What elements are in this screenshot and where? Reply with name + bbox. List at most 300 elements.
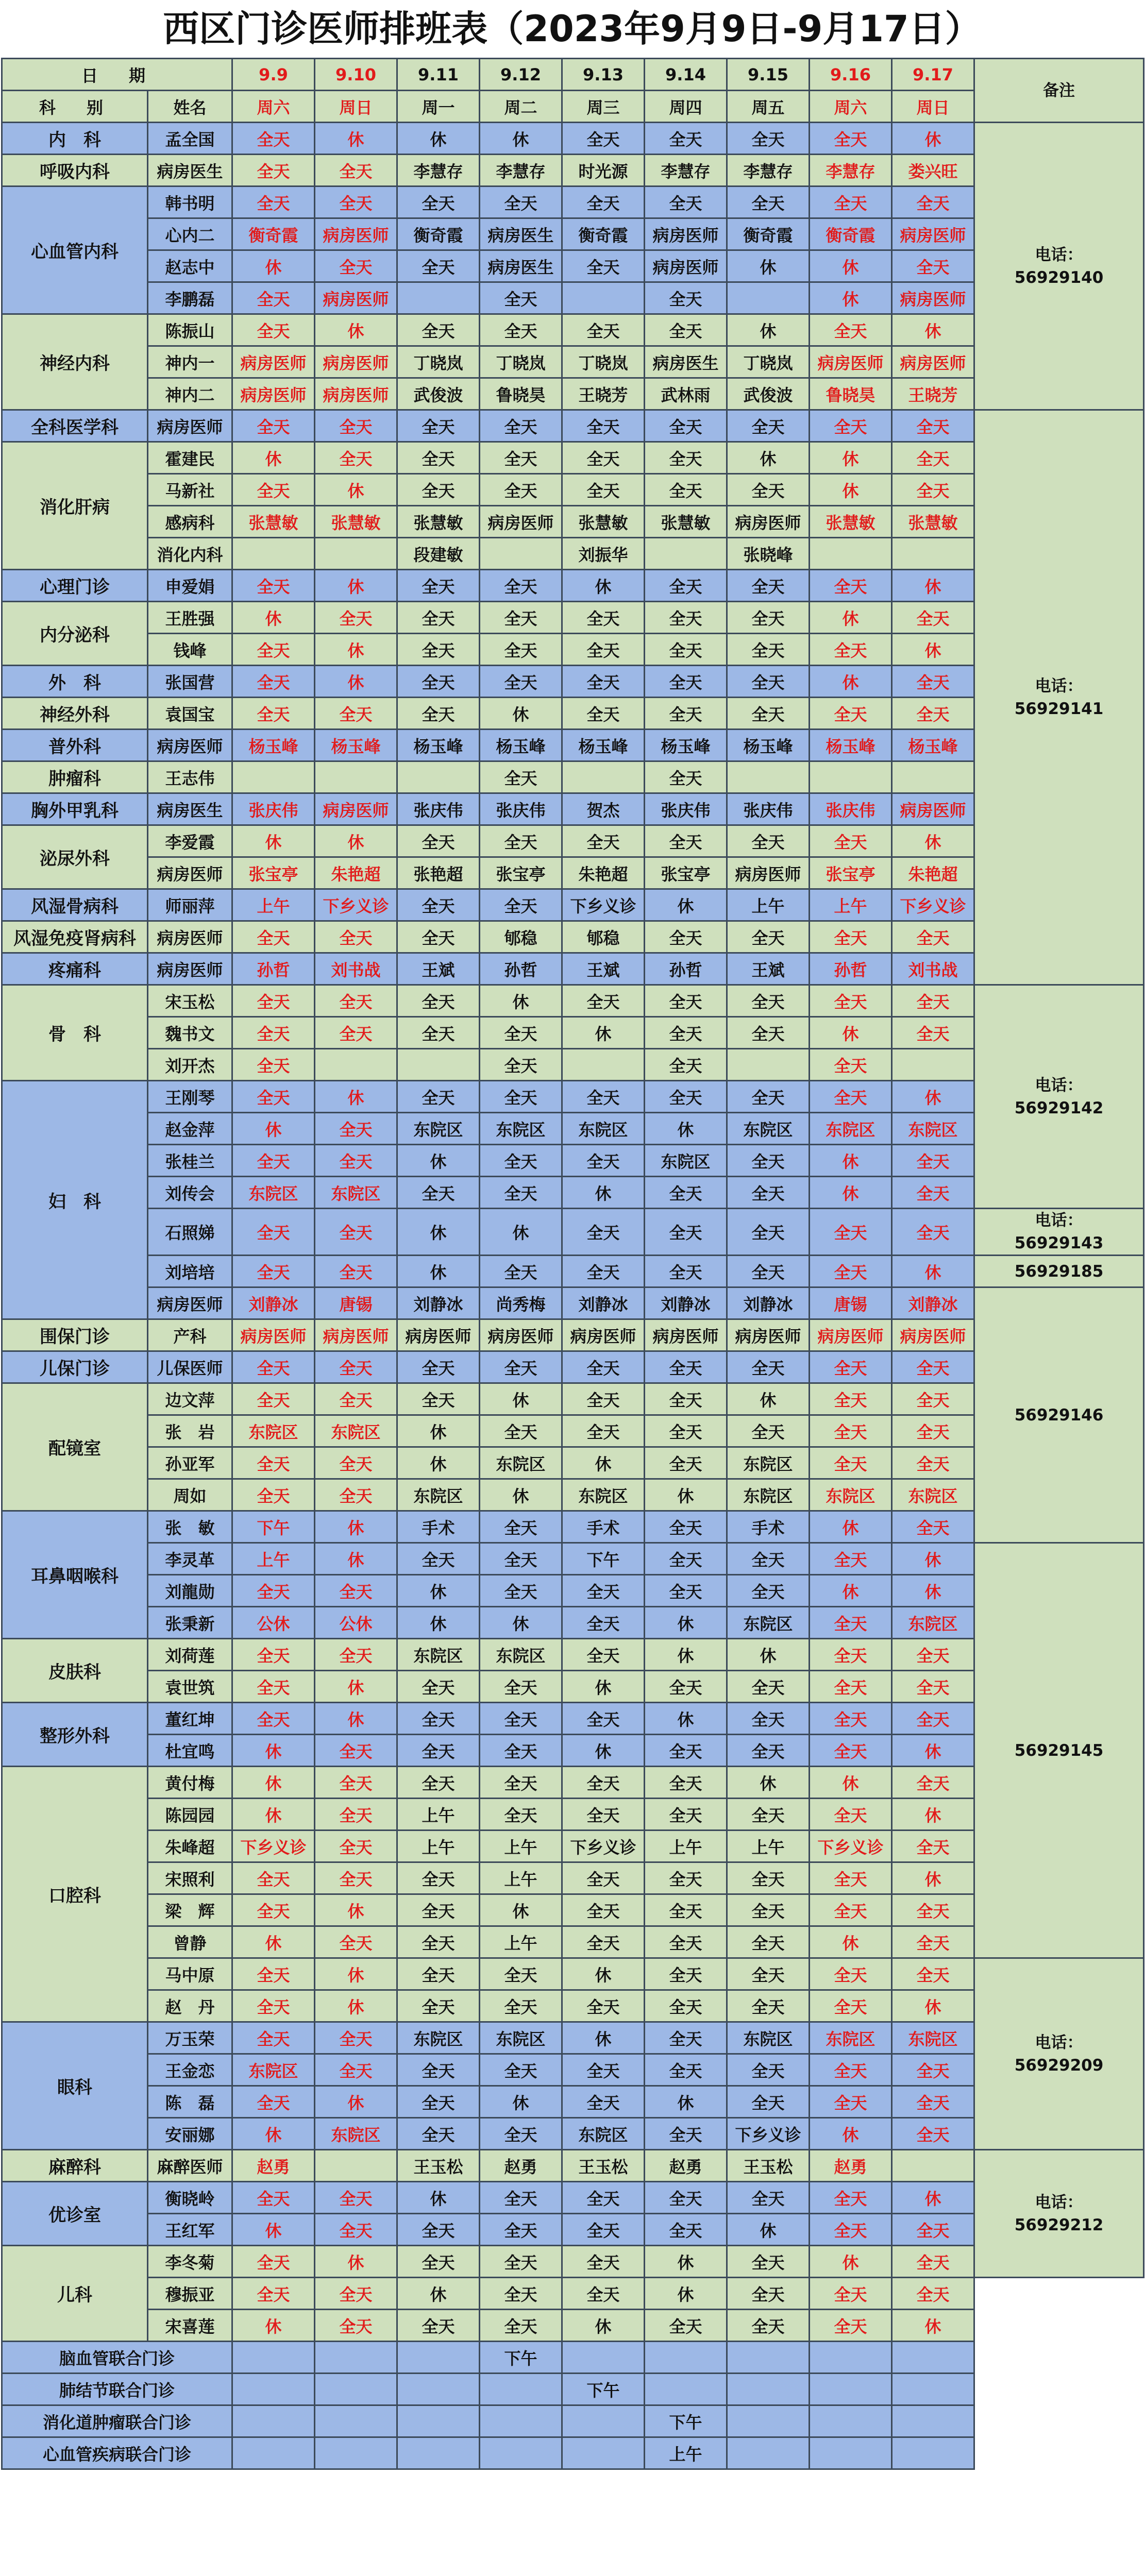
doctor-name: 刘荷莲 [148, 1639, 232, 1671]
schedule-cell: 全天 [562, 1639, 645, 1671]
doctor-name: 黄付梅 [148, 1767, 232, 1799]
schedule-cell: 休 [727, 314, 810, 346]
schedule-cell: 贺杰 [562, 793, 645, 825]
schedule-cell [727, 761, 810, 793]
schedule-cell: 东院区 [727, 1113, 810, 1145]
table-row [2, 1799, 1144, 1831]
schedule-cell: 休 [645, 1479, 727, 1511]
schedule-cell: 全天 [562, 1351, 645, 1383]
schedule-cell: 全天 [892, 1177, 974, 1209]
phone-number: 56929185 [1014, 1262, 1104, 1281]
schedule-cell: 下乡义诊 [727, 2118, 810, 2150]
schedule-cell: 全天 [645, 474, 727, 506]
schedule-cell: 李慧存 [480, 155, 562, 187]
schedule-cell: 全天 [397, 1177, 480, 1209]
dept-cell: 内分泌科 [2, 602, 148, 666]
schedule-cell: 全天 [315, 1735, 397, 1767]
schedule-cell: 全天 [727, 1926, 810, 1958]
schedule-cell: 休 [315, 634, 397, 666]
schedule-cell: 王晓芳 [562, 378, 645, 410]
schedule-cell: 全天 [315, 1862, 397, 1894]
schedule-cell: 病房医师 [892, 1319, 974, 1351]
schedule-cell: 东院区 [480, 1113, 562, 1145]
schedule-cell: 全天 [232, 1671, 315, 1703]
schedule-cell: 休 [810, 1575, 892, 1607]
schedule-cell: 全天 [232, 2086, 315, 2118]
schedule-cell: 全天 [232, 1351, 315, 1383]
schedule-cell: 全天 [480, 1543, 562, 1575]
schedule-cell: 尚秀梅 [480, 1287, 562, 1319]
schedule-cell: 全天 [727, 1351, 810, 1383]
schedule-cell [232, 2405, 315, 2437]
schedule-cell: 丁晓岚 [727, 346, 810, 378]
doctor-name: 神内一 [148, 346, 232, 378]
schedule-cell: 全天 [315, 2182, 397, 2214]
schedule-cell: 全天 [727, 1703, 810, 1735]
schedule-cell: 全天 [315, 2054, 397, 2086]
schedule-cell: 全天 [480, 474, 562, 506]
schedule-cell: 全天 [480, 187, 562, 218]
schedule-cell: 全天 [232, 1990, 315, 2022]
schedule-cell: 全天 [480, 634, 562, 666]
schedule-cell: 孙哲 [645, 953, 727, 985]
schedule-cell [562, 1049, 645, 1081]
schedule-cell: 休 [232, 1926, 315, 1958]
schedule-cell: 全天 [480, 1671, 562, 1703]
schedule-cell: 上午 [397, 1831, 480, 1862]
schedule-cell: 全天 [397, 187, 480, 218]
schedule-cell: 全天 [562, 1703, 645, 1735]
joint-clinic-time: 下午 [480, 2342, 562, 2374]
dept-cell: 儿保门诊 [2, 1351, 148, 1383]
schedule-cell: 上午 [480, 1862, 562, 1894]
schedule-cell: 休 [480, 1383, 562, 1415]
schedule-cell: 病房医师 [727, 506, 810, 538]
schedule-cell: 休 [810, 250, 892, 282]
schedule-cell [810, 2374, 892, 2405]
schedule-cell: 全天 [727, 1415, 810, 1447]
schedule-cell: 张慧敏 [397, 506, 480, 538]
schedule-cell: 全天 [727, 2182, 810, 2214]
schedule-cell: 全天 [562, 1862, 645, 1894]
schedule-cell: 全天 [397, 1017, 480, 1049]
weekday-cell: 周四 [645, 91, 727, 123]
schedule-cell: 病房医师 [810, 1319, 892, 1351]
schedule-cell: 全天 [480, 2310, 562, 2342]
schedule-cell: 全天 [892, 1894, 974, 1926]
dept-label: 科 别 [2, 91, 148, 123]
doctor-name: 马新社 [148, 474, 232, 506]
phone-note [974, 1958, 1144, 2150]
schedule-cell: 刘静冰 [232, 1287, 315, 1319]
schedule-cell: 全天 [397, 1671, 480, 1703]
schedule-cell: 全天 [562, 825, 645, 857]
schedule-cell: 休 [810, 1145, 892, 1177]
schedule-cell: 全天 [810, 1447, 892, 1479]
schedule-cell: 全天 [892, 1415, 974, 1447]
schedule-cell: 全天 [232, 634, 315, 666]
dept-cell: 妇 科 [2, 1081, 148, 1319]
schedule-cell [562, 761, 645, 793]
schedule-cell: 全天 [810, 1543, 892, 1575]
schedule-cell: 休 [810, 474, 892, 506]
dept-cell: 儿科 [2, 2246, 148, 2342]
schedule-cell: 休 [397, 1209, 480, 1256]
schedule-cell: 衡奇霞 [232, 218, 315, 250]
schedule-cell: 全天 [315, 1256, 397, 1287]
schedule-cell: 休 [480, 123, 562, 155]
schedule-cell: 休 [810, 442, 892, 474]
doctor-name: 钱峰 [148, 634, 232, 666]
phone-note [974, 1209, 1144, 1256]
schedule-cell: 赵勇 [232, 2150, 315, 2182]
schedule-cell: 刘静冰 [892, 1287, 974, 1319]
doctor-name: 宋喜莲 [148, 2310, 232, 2342]
schedule-cell: 全天 [892, 410, 974, 442]
date-cell: 9.14 [645, 59, 727, 91]
schedule-cell [727, 2342, 810, 2374]
schedule-cell: 全天 [397, 474, 480, 506]
table-row [2, 1287, 1144, 1319]
schedule-cell: 张庆伟 [232, 793, 315, 825]
dept-cell: 泌尿外科 [2, 825, 148, 889]
schedule-cell: 郇稳 [480, 921, 562, 953]
schedule-cell: 休 [810, 1177, 892, 1209]
dept-cell: 神经内科 [2, 314, 148, 410]
schedule-cell: 休 [810, 1926, 892, 1958]
schedule-cell: 全天 [645, 666, 727, 698]
schedule-cell: 衡奇霞 [397, 218, 480, 250]
doctor-name: 王金恋 [148, 2054, 232, 2086]
schedule-cell: 全天 [727, 570, 810, 602]
schedule-cell: 全天 [892, 442, 974, 474]
schedule-cell: 全天 [645, 698, 727, 730]
dept-cell: 风湿骨病科 [2, 889, 148, 921]
joint-clinic-label: 心血管疾病联合门诊 [2, 2437, 232, 2469]
schedule-cell: 王玉松 [727, 2150, 810, 2182]
table-row [2, 889, 1144, 921]
schedule-cell: 休 [315, 666, 397, 698]
doctor-name: 病房医师 [148, 730, 232, 761]
table-row [2, 921, 1144, 953]
name-label: 姓名 [148, 91, 232, 123]
schedule-cell: 休 [232, 2310, 315, 2342]
schedule-cell: 休 [892, 1990, 974, 2022]
schedule-cell: 全天 [727, 1894, 810, 1926]
schedule-cell: 张慧敏 [315, 506, 397, 538]
schedule-cell: 上午 [232, 1543, 315, 1575]
schedule-cell: 全天 [315, 1447, 397, 1479]
table-row [2, 1575, 1144, 1607]
schedule-cell: 全天 [892, 921, 974, 953]
phone-number: 56929141 [1014, 699, 1104, 718]
schedule-cell: 张庆伟 [480, 793, 562, 825]
schedule-cell: 张庆伟 [397, 793, 480, 825]
schedule-cell: 全天 [892, 250, 974, 282]
schedule-cell: 全天 [315, 2310, 397, 2342]
schedule-cell: 休 [645, 1607, 727, 1639]
schedule-cell: 杨玉峰 [397, 730, 480, 761]
schedule-cell [397, 761, 480, 793]
table-row [2, 1351, 1144, 1383]
schedule-cell: 病房医师 [315, 282, 397, 314]
schedule-cell: 全天 [397, 1703, 480, 1735]
schedule-cell: 全天 [810, 1639, 892, 1671]
doctor-name: 赵志中 [148, 250, 232, 282]
schedule-cell: 休 [562, 1958, 645, 1990]
schedule-cell: 全天 [315, 1575, 397, 1607]
dept-cell: 胸外甲乳科 [2, 793, 148, 825]
doctor-name: 衡晓岭 [148, 2182, 232, 2214]
schedule-cell: 全天 [727, 825, 810, 857]
schedule-cell: 休 [315, 1081, 397, 1113]
schedule-cell: 全天 [645, 1017, 727, 1049]
doctor-name: 麻醉医师 [148, 2150, 232, 2182]
doctor-name: 李鹏磊 [148, 282, 232, 314]
table-row [2, 666, 1144, 698]
schedule-cell: 休 [645, 1639, 727, 1671]
schedule-cell: 张慧敏 [645, 506, 727, 538]
table-row [2, 187, 1144, 218]
schedule-cell: 东院区 [645, 1145, 727, 1177]
doctor-name: 周如 [148, 1479, 232, 1511]
schedule-cell: 杨玉峰 [727, 730, 810, 761]
schedule-cell: 休 [892, 1862, 974, 1894]
schedule-cell: 全天 [315, 1351, 397, 1383]
schedule-cell: 全天 [727, 1017, 810, 1049]
schedule-cell: 全天 [232, 1862, 315, 1894]
schedule-cell: 张庆伟 [810, 793, 892, 825]
schedule-cell: 休 [315, 1671, 397, 1703]
schedule-cell: 全天 [315, 1383, 397, 1415]
schedule-cell: 全天 [727, 2086, 810, 2118]
schedule-cell: 王斌 [562, 953, 645, 985]
phone-number: 56929143 [1014, 1234, 1104, 1252]
phone-prefix: 电话： [1035, 2193, 1083, 2212]
schedule-cell: 休 [810, 1017, 892, 1049]
schedule-cell: 全天 [232, 282, 315, 314]
schedule-cell: 休 [810, 1767, 892, 1799]
schedule-cell: 休 [397, 1256, 480, 1287]
schedule-cell: 全天 [645, 1543, 727, 1575]
schedule-cell: 东院区 [480, 1639, 562, 1671]
schedule-cell [232, 2437, 315, 2469]
schedule-cell: 全天 [480, 1415, 562, 1447]
schedule-cell: 全天 [315, 1926, 397, 1958]
schedule-cell: 全天 [397, 1383, 480, 1415]
schedule-cell: 武俊波 [727, 378, 810, 410]
schedule-cell: 全天 [892, 2118, 974, 2150]
schedule-cell: 全天 [810, 2214, 892, 2246]
schedule-cell [397, 2342, 480, 2374]
schedule-cell: 全天 [727, 1735, 810, 1767]
dept-cell: 耳鼻咽喉科 [2, 1511, 148, 1639]
schedule-cell: 郇稳 [562, 921, 645, 953]
schedule-cell: 病房医师 [315, 793, 397, 825]
schedule-cell: 休 [315, 474, 397, 506]
schedule-cell: 全天 [645, 602, 727, 634]
schedule-cell [892, 538, 974, 570]
schedule-cell: 全天 [562, 474, 645, 506]
schedule-cell: 全天 [727, 602, 810, 634]
schedule-cell [480, 2437, 562, 2469]
joint-clinic-row [2, 2405, 1144, 2437]
schedule-cell: 下乡义诊 [315, 889, 397, 921]
doctor-name: 魏书文 [148, 1017, 232, 1049]
schedule-cell: 全天 [562, 1607, 645, 1639]
schedule-cell: 休 [892, 314, 974, 346]
doctor-name: 病房医师 [148, 953, 232, 985]
schedule-cell: 全天 [810, 1735, 892, 1767]
schedule-cell [562, 2342, 645, 2374]
schedule-cell: 休 [480, 985, 562, 1017]
schedule-cell: 全天 [232, 1209, 315, 1256]
date-cell: 9.15 [727, 59, 810, 91]
schedule-cell: 全天 [315, 410, 397, 442]
header-weekday-row [2, 91, 1144, 123]
table-row [2, 1831, 1144, 1862]
table-row [2, 1479, 1144, 1511]
joint-clinic-row [2, 2437, 1144, 2469]
table-row [2, 538, 1144, 570]
schedule-cell: 全天 [232, 155, 315, 187]
joint-clinic-row [2, 2374, 1144, 2405]
schedule-cell: 休 [645, 1703, 727, 1735]
schedule-cell: 杨玉峰 [315, 730, 397, 761]
schedule-cell: 全天 [727, 666, 810, 698]
schedule-cell: 唐锡 [810, 1287, 892, 1319]
doctor-name: 宋照利 [148, 1862, 232, 1894]
schedule-cell: 东院区 [397, 1113, 480, 1145]
schedule-cell: 赵勇 [645, 2150, 727, 2182]
date-cell: 9.9 [232, 59, 315, 91]
schedule-cell: 休 [645, 2246, 727, 2278]
schedule-cell: 全天 [727, 474, 810, 506]
dept-cell: 外 科 [2, 666, 148, 698]
schedule-cell: 全天 [810, 1081, 892, 1113]
schedule-cell: 全天 [727, 634, 810, 666]
schedule-cell: 病房医师 [232, 378, 315, 410]
schedule-cell: 全天 [562, 2214, 645, 2246]
schedule-cell: 病房医师 [232, 346, 315, 378]
schedule-cell: 全天 [562, 1209, 645, 1256]
schedule-cell: 全天 [727, 1990, 810, 2022]
schedule-cell: 全天 [810, 2310, 892, 2342]
schedule-cell: 东院区 [892, 1113, 974, 1145]
dept-cell: 心血管内科 [2, 187, 148, 314]
schedule-cell: 全天 [562, 698, 645, 730]
doctor-name: 病房医师 [148, 410, 232, 442]
table-row [2, 1862, 1144, 1894]
schedule-cell: 全天 [232, 1447, 315, 1479]
table-row [2, 123, 1144, 155]
schedule-cell: 休 [562, 1671, 645, 1703]
schedule-cell: 全天 [315, 2278, 397, 2310]
schedule-cell: 病房医师 [315, 1319, 397, 1351]
schedule-cell: 全天 [727, 1177, 810, 1209]
schedule-cell: 全天 [645, 761, 727, 793]
schedule-cell: 孙哲 [232, 953, 315, 985]
schedule-cell: 全天 [810, 1383, 892, 1415]
schedule-cell: 赵勇 [480, 2150, 562, 2182]
schedule-cell: 全天 [645, 1575, 727, 1607]
schedule-cell: 全天 [727, 187, 810, 218]
schedule-cell: 全天 [480, 761, 562, 793]
dept-cell: 全科医学科 [2, 410, 148, 442]
schedule-cell: 休 [892, 634, 974, 666]
schedule-cell: 全天 [480, 825, 562, 857]
table-row [2, 1607, 1144, 1639]
schedule-cell: 全天 [397, 1767, 480, 1799]
table-row [2, 1639, 1144, 1671]
schedule-cell: 全天 [562, 2182, 645, 2214]
weekday-cell: 周五 [727, 91, 810, 123]
schedule-cell: 休 [727, 2214, 810, 2246]
phone-note [974, 985, 1144, 1209]
schedule-cell: 休 [562, 1017, 645, 1049]
schedule-cell: 休 [810, 2118, 892, 2150]
phone-prefix: 电话： [1035, 1211, 1083, 1230]
schedule-cell: 朱艳超 [562, 857, 645, 889]
schedule-cell: 全天 [562, 1081, 645, 1113]
schedule-cell: 刘振华 [562, 538, 645, 570]
schedule-cell: 全天 [727, 1543, 810, 1575]
schedule-cell: 全天 [645, 1990, 727, 2022]
schedule-cell: 休 [232, 1767, 315, 1799]
schedule-cell: 全天 [315, 2022, 397, 2054]
schedule-cell: 全天 [480, 1990, 562, 2022]
schedule-cell: 全天 [810, 1209, 892, 1256]
schedule-cell: 休 [810, 2246, 892, 2278]
schedule-cell: 下午 [562, 1543, 645, 1575]
schedule-cell: 全天 [232, 666, 315, 698]
phone-prefix: 电话： [1035, 245, 1083, 264]
schedule-cell: 全天 [645, 1447, 727, 1479]
schedule-cell: 病房医师 [480, 1319, 562, 1351]
schedule-cell: 全天 [645, 1671, 727, 1703]
schedule-cell: 病房医师 [810, 346, 892, 378]
schedule-cell: 全天 [232, 2278, 315, 2310]
schedule-cell: 全天 [232, 1958, 315, 1990]
schedule-cell: 上午 [645, 1831, 727, 1862]
schedule-cell: 病房医师 [892, 218, 974, 250]
schedule-cell: 全天 [480, 2246, 562, 2278]
table-row [2, 602, 1144, 634]
schedule-cell: 全天 [645, 187, 727, 218]
schedule-cell: 全天 [727, 2246, 810, 2278]
doctor-name: 穆振亚 [148, 2278, 232, 2310]
schedule-cell: 全天 [397, 570, 480, 602]
table-row [2, 1049, 1144, 1081]
table-row [2, 2086, 1144, 2118]
table-row [2, 1319, 1144, 1351]
schedule-cell: 病房医师 [645, 1319, 727, 1351]
schedule-cell: 全天 [892, 2086, 974, 2118]
schedule-cell: 休 [315, 1958, 397, 1990]
schedule-cell: 全天 [645, 2182, 727, 2214]
schedule-cell: 休 [480, 1894, 562, 1926]
table-row [2, 1543, 1144, 1575]
schedule-table [1, 58, 1144, 2470]
schedule-cell: 全天 [397, 2214, 480, 2246]
table-row [2, 218, 1144, 250]
schedule-cell: 张慧敏 [232, 506, 315, 538]
schedule-cell: 全天 [727, 2278, 810, 2310]
doctor-name: 梁 辉 [148, 1894, 232, 1926]
table-row [2, 378, 1144, 410]
schedule-cell [232, 761, 315, 793]
schedule-cell: 全天 [810, 1607, 892, 1639]
